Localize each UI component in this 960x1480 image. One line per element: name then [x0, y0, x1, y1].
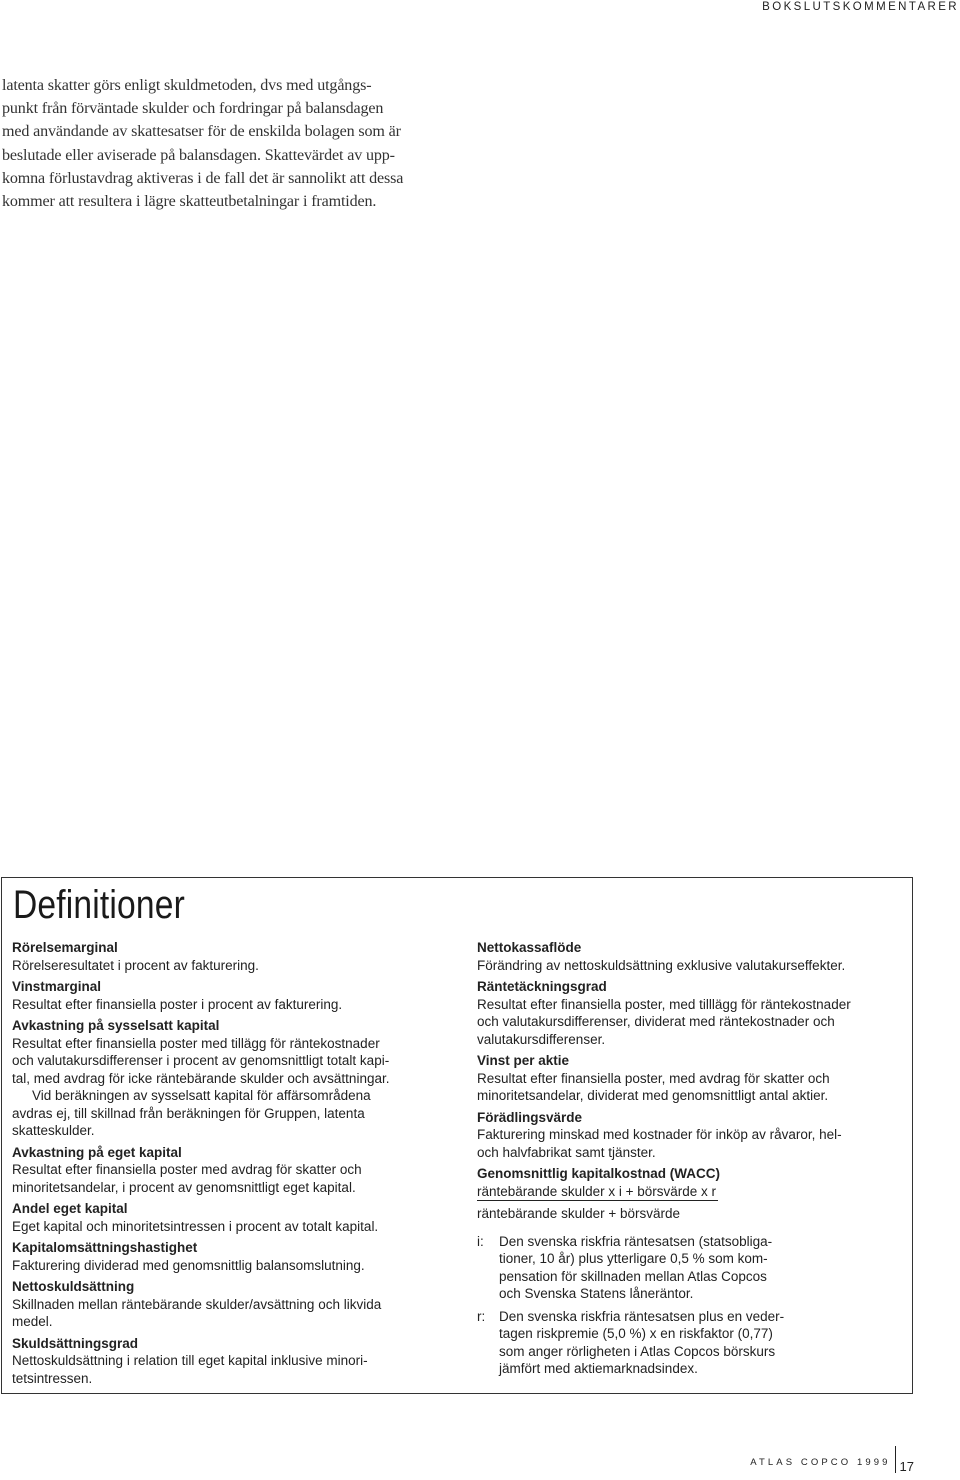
definition-avkastning-eget-kapital [12, 1144, 452, 1197]
definition-andel-eget-kapital [12, 1200, 452, 1235]
definition-term: Rörelsemarginal [12, 940, 118, 955]
intro-paragraph [2, 74, 452, 213]
definition-text: Rörelseresultatet i procent av fakturering. [12, 957, 259, 973]
variable-line: pensation för skillnaden mellan Atlas Copcos [499, 1268, 767, 1284]
definition-text: och halvfabrikat samt tjänster. [477, 1144, 656, 1160]
definition-text: minoritetsandelar, dividerat med genomsnittligt antal aktier. [477, 1088, 829, 1103]
definition-term: Skuldsättningsgrad [12, 1335, 139, 1351]
definition-term: Vinstmarginal [12, 979, 102, 994]
definitions-left-column [12, 939, 452, 1391]
footer-brand: ATLAS COPCO 1999 [750, 1457, 891, 1468]
definition-term: Nettokassaflöde [477, 940, 582, 955]
wacc-variable-i [477, 1233, 907, 1303]
wacc-formula-denominator: räntebärande skulder + börsvärde [477, 1206, 681, 1221]
variable-key: i: [477, 1233, 484, 1249]
definition-term: Vinst per aktie [477, 1053, 570, 1068]
definition-note: avdras ej, till skillnad från beräkningen för Gruppen, latenta [12, 1105, 365, 1121]
definition-term: Nettoskuldsättning [12, 1279, 135, 1294]
definition-term: Förädlingsvärde [477, 1109, 583, 1125]
variable-line: och Svenska Statens låneräntor. [499, 1286, 694, 1301]
wacc-variable-r [477, 1308, 907, 1378]
definition-text: Nettoskuldsättning i relation till eget kapital inklusive minori- [12, 1353, 368, 1368]
definition-text: Resultat efter finansiella poster med avdrag för skatter och [12, 1162, 362, 1177]
definition-term: Kapitalomsättningshastighet [12, 1240, 198, 1255]
intro-line: punkt från förväntade skulder och fordringar på balansdagen [2, 100, 384, 118]
definition-text: och valutakursdifferenser, dividerat med räntekostnader och [477, 1014, 835, 1029]
definition-note: Vid beräkningen av sysselsatt kapital för affärsområdena [32, 1088, 371, 1103]
intro-line: latenta skatter görs enligt skuldmetoden, dvs med utgångs- [2, 77, 372, 94]
variable-line: Den svenska riskfria räntesatsen plus en veder- [499, 1308, 785, 1324]
variable-description [499, 1308, 784, 1378]
variable-description [499, 1233, 772, 1303]
variable-line: tioner, 10 år) plus ytterligare 0,5 % som kom- [499, 1251, 768, 1266]
definition-rorelsemarginal [12, 939, 452, 974]
definition-term: Avkastning på sysselsatt kapital [12, 1018, 220, 1033]
definitions-title: Definitioner [13, 883, 185, 927]
variable-line: tagen riskpremie (5,0 %) x en riskfaktor (0,77) [499, 1326, 773, 1341]
definition-nettoskuldsattning [12, 1278, 452, 1331]
intro-line: komna förlustavdrag aktiveras i de fall det är sannolikt att dessa [2, 169, 404, 187]
variable-line: Den svenska riskfria räntesatsen (statsobliga- [499, 1233, 773, 1249]
running-head: BOKSLUTSKOMMENTARER [762, 1, 959, 13]
definition-text: Eget kapital och minoritetsintressen i procent av totalt kapital. [12, 1218, 379, 1234]
definition-note: skatteskulder. [12, 1123, 95, 1138]
definition-skuldsattningsgrad [12, 1335, 452, 1388]
definition-wacc [477, 1165, 907, 1378]
intro-line: beslutade eller aviserade på balansdagen. Skattevärdet av upp- [2, 146, 395, 164]
definition-term: Andel eget kapital [12, 1201, 128, 1216]
definition-text: Resultat efter finansiella poster, med avdrag för skatter och [477, 1070, 830, 1086]
definition-text: Resultat efter finansiella poster, med tilllägg för räntekostnader [477, 996, 851, 1012]
wacc-formula-numerator: räntebärande skulder x i + börsvärde x r [477, 1183, 718, 1202]
page-number: 17 [895, 1446, 914, 1473]
variable-line: som anger rörligheten i Atlas Copcos börskurs [499, 1343, 776, 1359]
wacc-variables [477, 1233, 907, 1378]
definition-text: tetsintressen. [12, 1370, 93, 1386]
definition-text: medel. [12, 1314, 53, 1329]
definitions-box [1, 877, 913, 1394]
definition-term: Genomsnittlig kapitalkostnad (WACC) [477, 1166, 721, 1181]
definition-term: Räntetäckningsgrad [477, 979, 607, 994]
definition-text: tal, med avdrag för icke räntebärande skulder och avsättningar. [12, 1070, 390, 1086]
intro-line: med användande av skattesatser för de enskilda bolagen som är [2, 123, 401, 141]
definition-text: Förändring av nettoskuldsättning exklusive valutakurseffekter. [477, 957, 846, 973]
definition-text: Skillnaden mellan räntebärande skulder/avsättning och likvida [12, 1296, 382, 1312]
definition-foradlingsvarde [477, 1109, 907, 1162]
definitions-right-column [477, 939, 907, 1383]
definition-nettokassaflode [477, 939, 907, 974]
definition-text: Resultat efter finansiella poster i procent av fakturering. [12, 996, 343, 1012]
definition-term: Avkastning på eget kapital [12, 1144, 182, 1160]
definition-avkastning-sysselsatt-kapital [12, 1017, 452, 1140]
variable-line: jämfört med aktiemarknadsindex. [499, 1361, 698, 1376]
definition-text: Fakturering minskad med kostnader för inköp av råvaror, hel- [477, 1127, 842, 1142]
definition-vinstmarginal [12, 978, 452, 1013]
page-footer [750, 1446, 914, 1473]
variable-key: r: [477, 1308, 486, 1324]
intro-line: kommer att resultera i lägre skatteutbetalningar i framtiden. [2, 193, 377, 211]
definition-text: valutakursdifferenser. [477, 1031, 606, 1047]
definition-vinst-per-aktie [477, 1052, 907, 1105]
definition-text: minoritetsandelar, i procent av genomsnittligt eget kapital. [12, 1179, 356, 1195]
definition-text: Resultat efter finansiella poster med tillägg för räntekostnader [12, 1035, 380, 1051]
definition-text: och valutakursdifferenser i procent av genomsnittligt totalt kapi- [12, 1053, 390, 1068]
definition-rantetackningsgrad [477, 978, 907, 1048]
definition-kapitalomsattningshastighet [12, 1239, 452, 1274]
definition-text: Fakturering dividerad med genomsnittlig balansomslutning. [12, 1257, 365, 1273]
